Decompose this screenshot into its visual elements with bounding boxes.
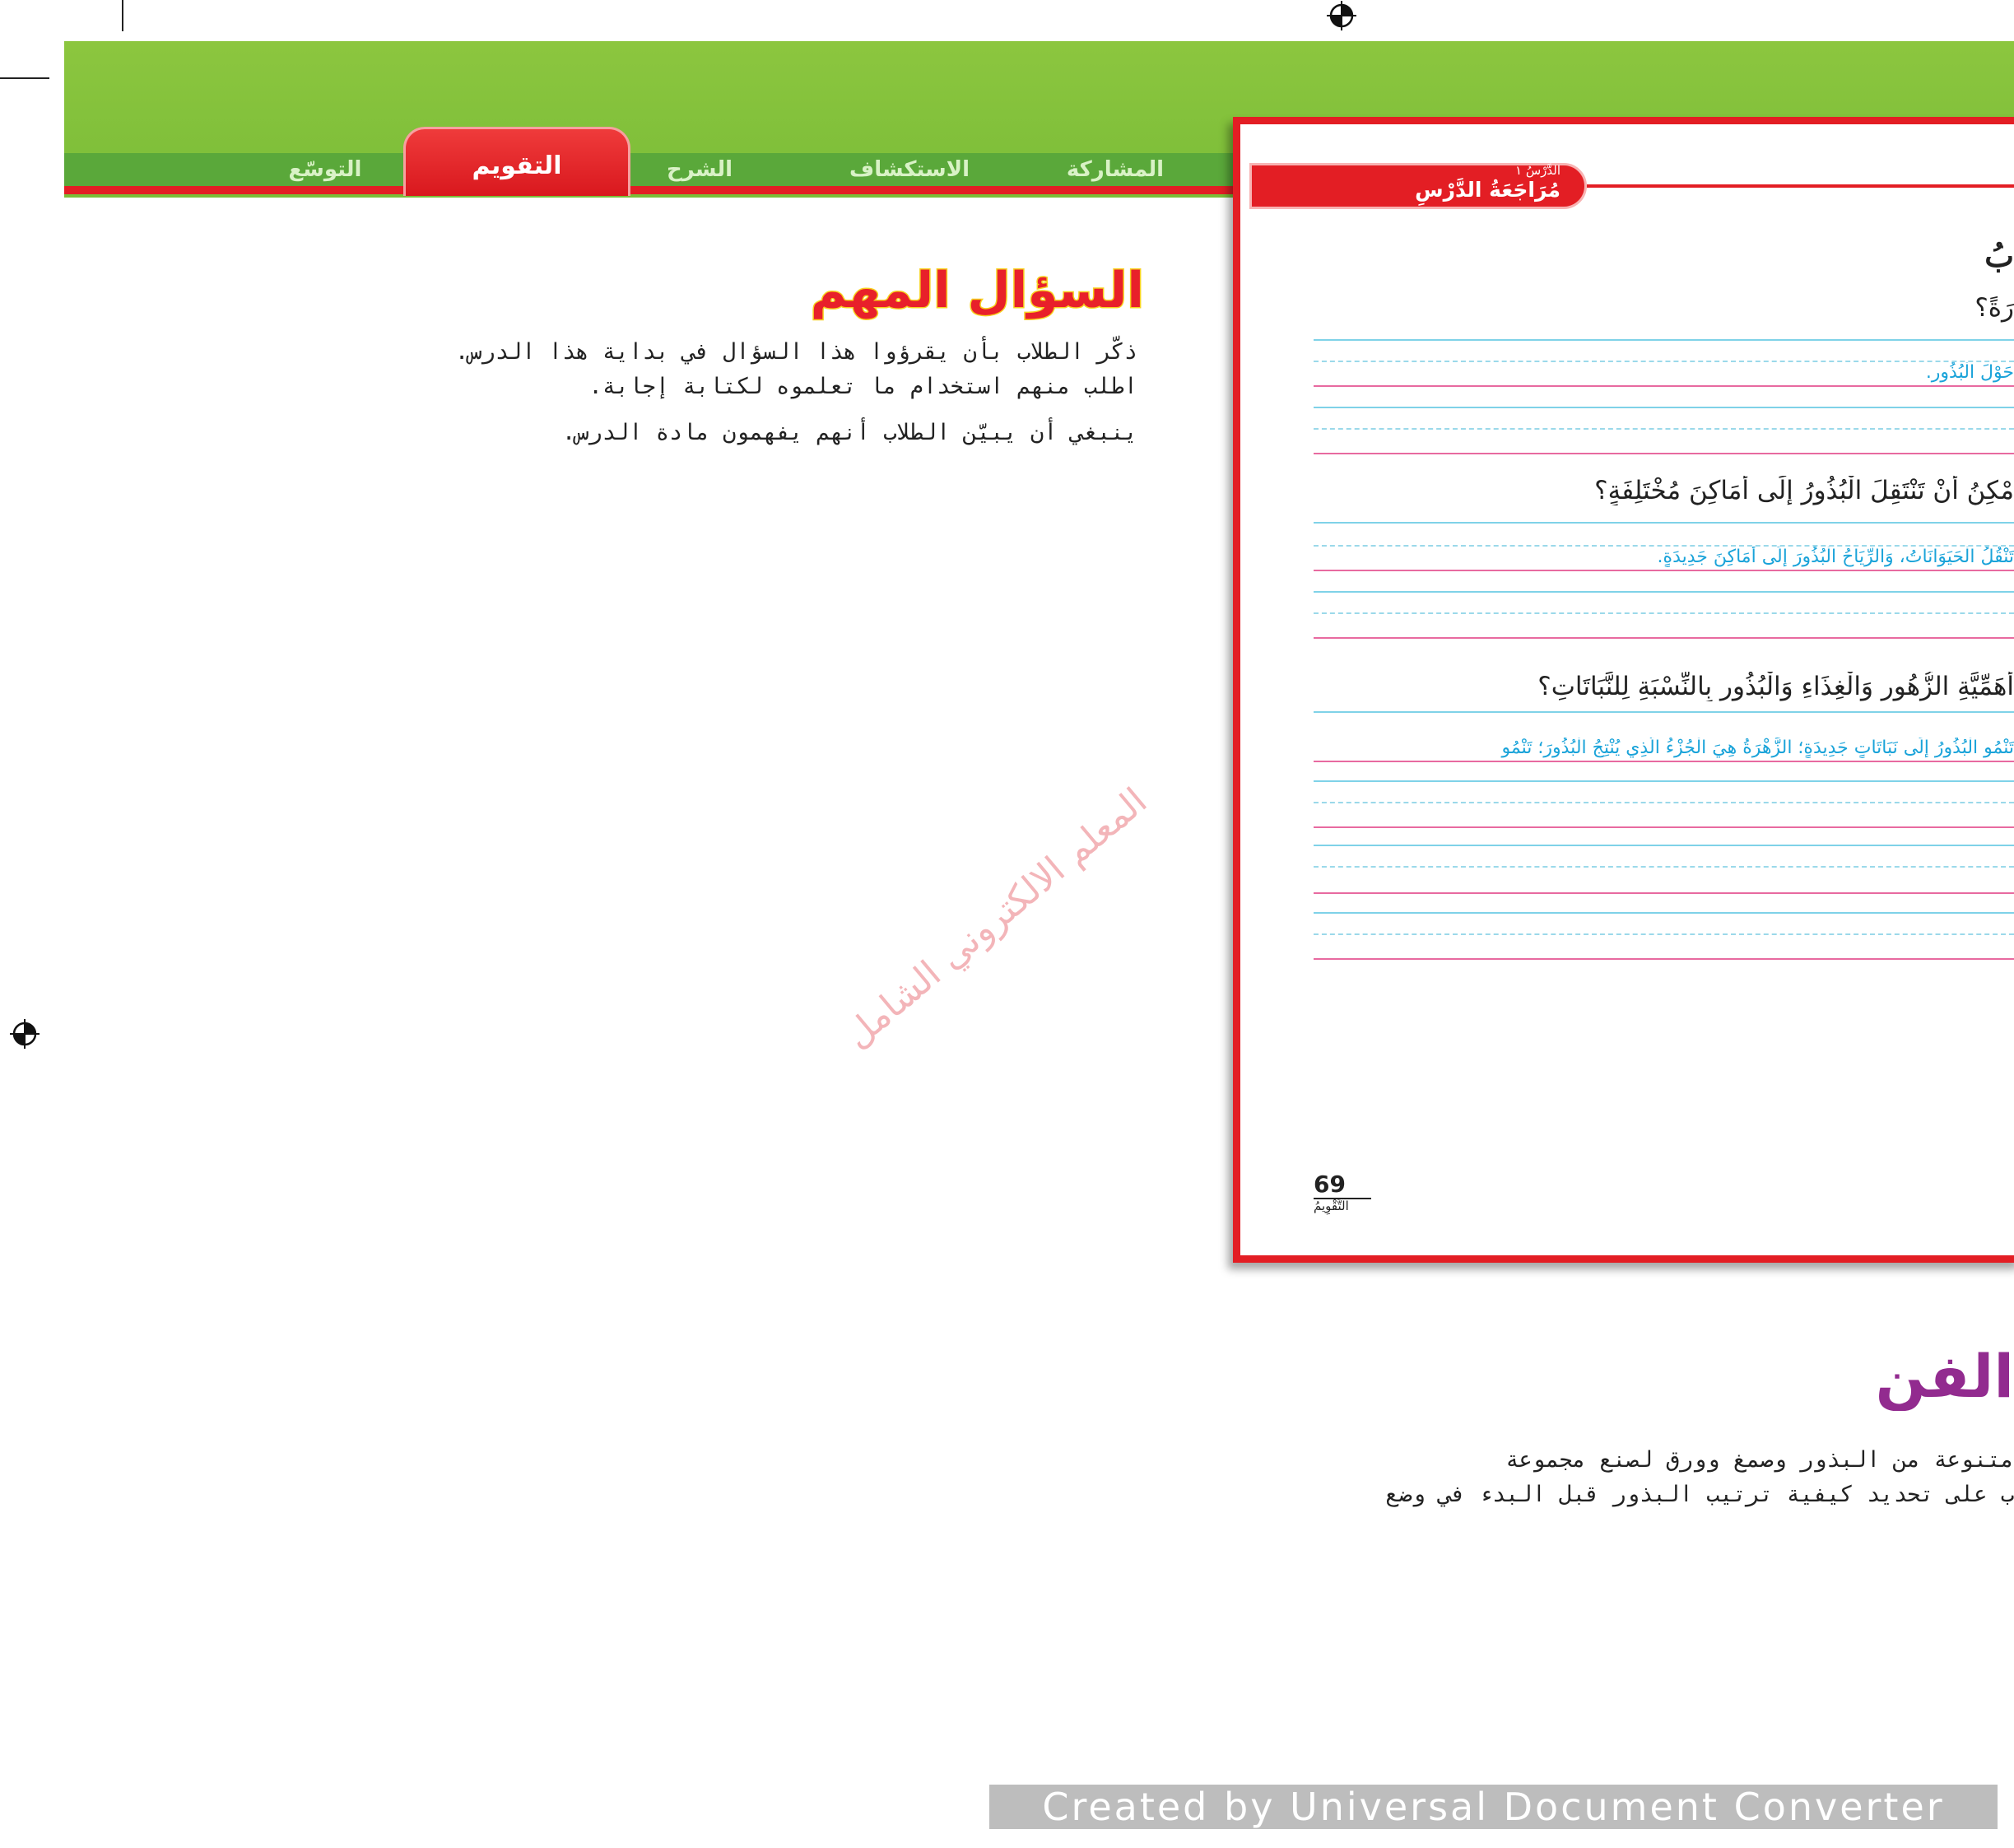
tab-bar-underline (64, 186, 1243, 194)
writing-line (1314, 892, 2014, 894)
lesson-review-title: مُرَاجَعَةُ الدَّرْسِ (1415, 178, 1561, 202)
writing-line (1314, 866, 2014, 868)
writing-line (1314, 570, 2014, 571)
teacher-note-line-1: ذكّر الطلاب بأن يقرؤوا هذا السؤال في بداية هذا الدرس. (454, 339, 1137, 365)
answer-2: تَنْقُلُ الْحَيَوَانَاتُ، وَالرِّيَاحُ الْبُذُورَ إِلَى أَمَاكِنَ جَدِيدَةٍ. (1657, 547, 2014, 567)
tab-explain[interactable]: الشرح (666, 157, 733, 182)
writing-line (1314, 591, 2014, 593)
writing-line (1314, 802, 2014, 803)
writing-line (1314, 845, 2014, 846)
writing-line (1314, 761, 2014, 762)
watermark: المعلم الالكتروني الشامل (836, 780, 1156, 1057)
crop-mark-horizontal (0, 77, 49, 79)
writing-line (1314, 780, 2014, 782)
tab-extend[interactable]: التوسّع (288, 157, 362, 182)
converter-banner-text: Created by Universal Document Converter (1042, 1785, 1945, 1829)
lesson-review-rule (1587, 184, 2014, 188)
page-number: 69 (1314, 1171, 1371, 1199)
tab-evaluate-label: التقويم (472, 151, 562, 180)
writing-line (1314, 933, 2014, 935)
tab-engage[interactable]: المشاركة (1066, 157, 1165, 182)
art-text-line-2: ب على تحديد كيفية ترتيب البذور قبل البدء في وضع (1384, 1482, 2014, 1507)
writing-line (1314, 407, 2014, 408)
teacher-note-line-2: اطلب منهم استخدام ما تعلموه لكتابة إجابة. (588, 374, 1137, 399)
essential-question-title: السؤال المهم (810, 262, 1144, 319)
question-1: رَةً؟ (1974, 293, 2014, 323)
art-text-line-1: متنوعة من البذور وصمغ وورق لصنع مجموعة (1505, 1447, 2014, 1473)
answer-1: حَوْلَ الْبُذُورِ. (1925, 362, 2014, 383)
registration-mark-icon (1327, 1, 1356, 30)
teacher-note-line-3: ينبغي أن يبيّن الطلاب أنهم يفهمون مادة الدرس. (562, 420, 1137, 445)
page-heading: بُ (1984, 237, 2014, 274)
question-3: أَهَمِّيَّةِ الزُّهُورِ وَالْغِذَاءِ وَالْبُذُورِ بِالنِّسْبَةِ لِلنَّبَاتَاتِ؟ (1537, 672, 2014, 701)
art-heading: الفن (1875, 1342, 2014, 1411)
registration-mark-icon (10, 1019, 40, 1049)
writing-line (1314, 826, 2014, 828)
question-2: مْكِنُ أَنْ تَنْتَقِلَ الْبُذُورُ إِلَى أَمَاكِنَ مُخْتَلِفَةٍ؟ (1594, 476, 2014, 505)
writing-line (1314, 522, 2014, 524)
answer-3: تَنْمُو الْبُذُورُ إِلَى نَبَاتَاتٍ جَدِيدَةٍ؛ الزَّهْرَةُ هِيَ الْجُزْءُ الَّذِي يُنْتِجُ الْبُذُورَ؛ تَنْمُو (1501, 738, 2014, 758)
writing-line (1314, 958, 2014, 960)
writing-line (1314, 711, 2014, 713)
writing-line (1314, 453, 2014, 454)
writing-line (1314, 612, 2014, 614)
writing-line (1314, 428, 2014, 430)
writing-line (1314, 339, 2014, 341)
page-section-label: التَّقْوِيمُ (1314, 1199, 1349, 1213)
writing-line (1314, 385, 2014, 387)
writing-line (1314, 912, 2014, 914)
tab-explore[interactable]: الاستكشاف (849, 157, 970, 182)
lesson-label: الدَّرْسُ ١ (1515, 163, 1561, 178)
writing-line (1314, 637, 2014, 639)
crop-mark-vertical (122, 0, 123, 31)
